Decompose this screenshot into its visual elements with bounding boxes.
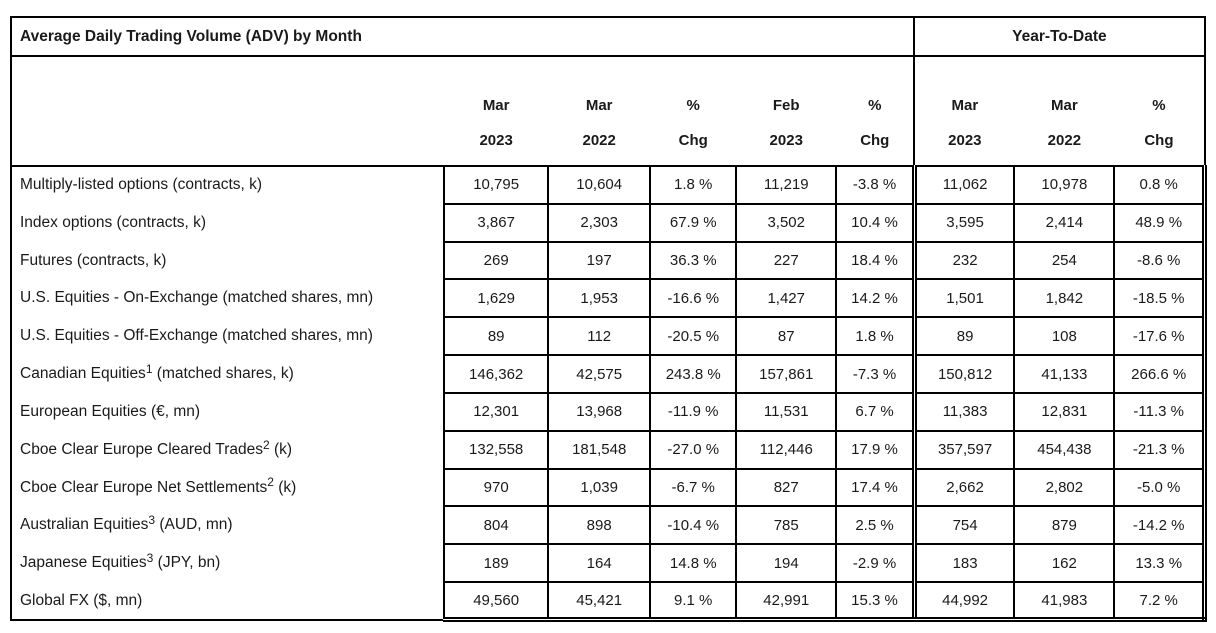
footnote-marker: 1 xyxy=(145,361,153,376)
row-label: Multiply-listed options (contracts, k) xyxy=(20,176,263,194)
row-label: Japanese Equities$^3$ (JPY, bn) xyxy=(20,551,221,572)
row-label: Canadian Equities$^1$ (matched shares, k) xyxy=(20,361,294,383)
table-row xyxy=(11,204,1205,242)
row-label: Futures (contracts, k) xyxy=(20,251,167,269)
cell-value: 2,303 xyxy=(548,204,650,242)
col-header-pct-chg-yoy: % Chg xyxy=(650,56,736,166)
cell-value: 2,414 xyxy=(1014,204,1114,242)
footnote-marker: 2 xyxy=(267,475,274,490)
cell-value: 42,575 xyxy=(548,355,650,393)
ytd-section-title: Year-To-Date xyxy=(914,17,1204,56)
table-row xyxy=(11,355,1205,393)
cell-value: 11,062 xyxy=(914,166,1014,204)
cell-value: 197 xyxy=(548,242,650,280)
cell-value: 18.4 % xyxy=(836,242,914,280)
table-row xyxy=(11,506,1205,544)
cell-value: 14.2 % xyxy=(836,279,914,317)
cell-value: -18.5 % xyxy=(1114,279,1204,317)
cell-value: 194 xyxy=(736,544,836,582)
cell-value: 10.4 % xyxy=(836,204,914,242)
cell-value: -21.3 % xyxy=(1114,431,1204,469)
row-label: Australian Equities$^3$ (AUD, mn) xyxy=(20,513,233,534)
cell-value: -17.6 % xyxy=(1114,317,1204,355)
cell-value: 89 xyxy=(444,317,548,355)
cell-value: 17.4 % xyxy=(836,469,914,507)
cell-value: 15.3 % xyxy=(836,582,914,620)
cell-value: 1.8 % xyxy=(650,166,736,204)
cell-value: 3,502 xyxy=(736,204,836,242)
cell-value: 12,301 xyxy=(444,393,548,431)
cell-value: 1,629 xyxy=(444,279,548,317)
cell-value: 227 xyxy=(736,242,836,280)
cell-value: 1,501 xyxy=(914,279,1014,317)
cell-value: 87 xyxy=(736,317,836,355)
col-header-mar-2022: Mar 2022 xyxy=(548,56,650,166)
row-label: European Equities (€, mn) xyxy=(20,402,201,420)
cell-value: -11.3 % xyxy=(1114,393,1204,431)
cell-value: 232 xyxy=(914,242,1014,280)
cell-value: 42,991 xyxy=(736,582,836,620)
row-label: Cboe Clear Europe Net Settlements$^2$ (k) xyxy=(20,475,297,496)
cell-value: -7.3 % xyxy=(836,355,914,393)
col-header-feb-2023: Feb 2023 xyxy=(736,56,836,166)
cell-value: 243.8 % xyxy=(650,355,736,393)
cell-value: -5.0 % xyxy=(1114,469,1204,507)
table-row xyxy=(11,279,1205,317)
footnote-marker: 3 xyxy=(146,551,154,566)
cell-value: 89 xyxy=(914,317,1014,355)
row-label: Global FX ($, mn) xyxy=(11,582,444,620)
cell-value: 357,597 xyxy=(914,431,1014,469)
cell-value: 1,953 xyxy=(548,279,650,317)
footnote-marker: 3 xyxy=(148,513,156,528)
cell-value: 17.9 % xyxy=(836,431,914,469)
cell-value: 454,438 xyxy=(1014,431,1114,469)
cell-value: 1,842 xyxy=(1014,279,1114,317)
cell-value: 36.3 % xyxy=(650,242,736,280)
cell-value: 10,795 xyxy=(444,166,548,204)
cell-value: 3,595 xyxy=(914,204,1014,242)
col-header-ytd-pct-chg: % Chg xyxy=(1114,56,1204,166)
row-label: U.S. Equities - Off-Exchange (matched shares, mn) xyxy=(20,327,373,345)
cell-value: 112 xyxy=(548,317,650,355)
cell-value: 41,983 xyxy=(1014,582,1114,620)
row-label: Cboe Clear Europe Cleared Trades$^2$ (k) xyxy=(20,437,293,458)
cell-value: 150,812 xyxy=(914,355,1014,393)
cell-value: -3.8 % xyxy=(836,166,914,204)
cell-value: 112,446 xyxy=(736,431,836,469)
title-row xyxy=(11,17,1205,56)
cell-value: 45,421 xyxy=(548,582,650,620)
col-header-ytd-mar-2022: Mar 2022 xyxy=(1014,56,1114,166)
cell-value: -20.5 % xyxy=(650,317,736,355)
cell-value: 48.9 % xyxy=(1114,204,1204,242)
cell-value: 970 xyxy=(444,469,548,507)
cell-value: 0.8 % xyxy=(1114,166,1204,204)
cell-value: 11,531 xyxy=(736,393,836,431)
row-label: Index options (contracts, k) xyxy=(20,213,207,231)
cell-value: -6.7 % xyxy=(650,469,736,507)
table-row xyxy=(11,431,1205,469)
cell-value: 183 xyxy=(914,544,1014,582)
table-row xyxy=(11,544,1205,582)
month-section-title: Average Daily Trading Volume (ADV) by Month xyxy=(11,17,914,56)
cell-value: 11,383 xyxy=(914,393,1014,431)
cell-value: 189 xyxy=(444,544,548,582)
cell-value: 14.8 % xyxy=(650,544,736,582)
cell-value: 754 xyxy=(914,506,1014,544)
cell-value: 162 xyxy=(1014,544,1114,582)
table-row xyxy=(11,469,1205,507)
table-row xyxy=(11,582,1205,620)
table-row xyxy=(11,166,1205,204)
footnote-marker: 2 xyxy=(262,437,270,452)
cell-value: 804 xyxy=(444,506,548,544)
cell-value: 785 xyxy=(736,506,836,544)
row-label: U.S. Equities - On-Exchange (matched shares, mn) xyxy=(20,289,374,307)
cell-value: 879 xyxy=(1014,506,1114,544)
cell-value: -16.6 % xyxy=(650,279,736,317)
table-row xyxy=(11,393,1205,431)
cell-value: 13.3 % xyxy=(1114,544,1204,582)
cell-value: 164 xyxy=(548,544,650,582)
cell-value: 108 xyxy=(1014,317,1114,355)
cell-value: 67.9 % xyxy=(650,204,736,242)
adv-volume-table xyxy=(10,16,1207,622)
table-row xyxy=(11,317,1205,355)
cell-value: 827 xyxy=(736,469,836,507)
cell-value: -11.9 % xyxy=(650,393,736,431)
table-row xyxy=(11,242,1205,280)
cell-value: 898 xyxy=(548,506,650,544)
cell-value: 44,992 xyxy=(914,582,1014,620)
cell-value: 157,861 xyxy=(736,355,836,393)
cell-value: 146,362 xyxy=(444,355,548,393)
cell-value: 12,831 xyxy=(1014,393,1114,431)
cell-value: -2.9 % xyxy=(836,544,914,582)
cell-value: 6.7 % xyxy=(836,393,914,431)
cell-value: -10.4 % xyxy=(650,506,736,544)
cell-value: 9.1 % xyxy=(650,582,736,620)
cell-value: 7.2 % xyxy=(1114,582,1204,620)
cell-value: 181,548 xyxy=(548,431,650,469)
cell-value: 269 xyxy=(444,242,548,280)
cell-value: 132,558 xyxy=(444,431,548,469)
cell-value: 1.8 % xyxy=(836,317,914,355)
column-header-row xyxy=(11,56,1205,166)
cell-value: 2.5 % xyxy=(836,506,914,544)
col-header-mar-2023: Mar 2023 xyxy=(444,56,548,166)
cell-value: 49,560 xyxy=(444,582,548,620)
cell-value: 266.6 % xyxy=(1114,355,1204,393)
col-header-ytd-mar-2023: Mar 2023 xyxy=(914,56,1014,166)
cell-value: 254 xyxy=(1014,242,1114,280)
cell-value: -27.0 % xyxy=(650,431,736,469)
cell-value: -8.6 % xyxy=(1114,242,1204,280)
cell-value: 2,802 xyxy=(1014,469,1114,507)
cell-value: 1,427 xyxy=(736,279,836,317)
cell-value: 13,968 xyxy=(548,393,650,431)
cell-value: 2,662 xyxy=(914,469,1014,507)
cell-value: -14.2 % xyxy=(1114,506,1204,544)
cell-value: 11,219 xyxy=(736,166,836,204)
col-header-pct-chg-mom: % Chg xyxy=(836,56,914,166)
cell-value: 3,867 xyxy=(444,204,548,242)
cell-value: 41,133 xyxy=(1014,355,1114,393)
cell-value: 10,604 xyxy=(548,166,650,204)
cell-value: 1,039 xyxy=(548,469,650,507)
cell-value: 10,978 xyxy=(1014,166,1114,204)
label-column-header xyxy=(11,56,444,166)
